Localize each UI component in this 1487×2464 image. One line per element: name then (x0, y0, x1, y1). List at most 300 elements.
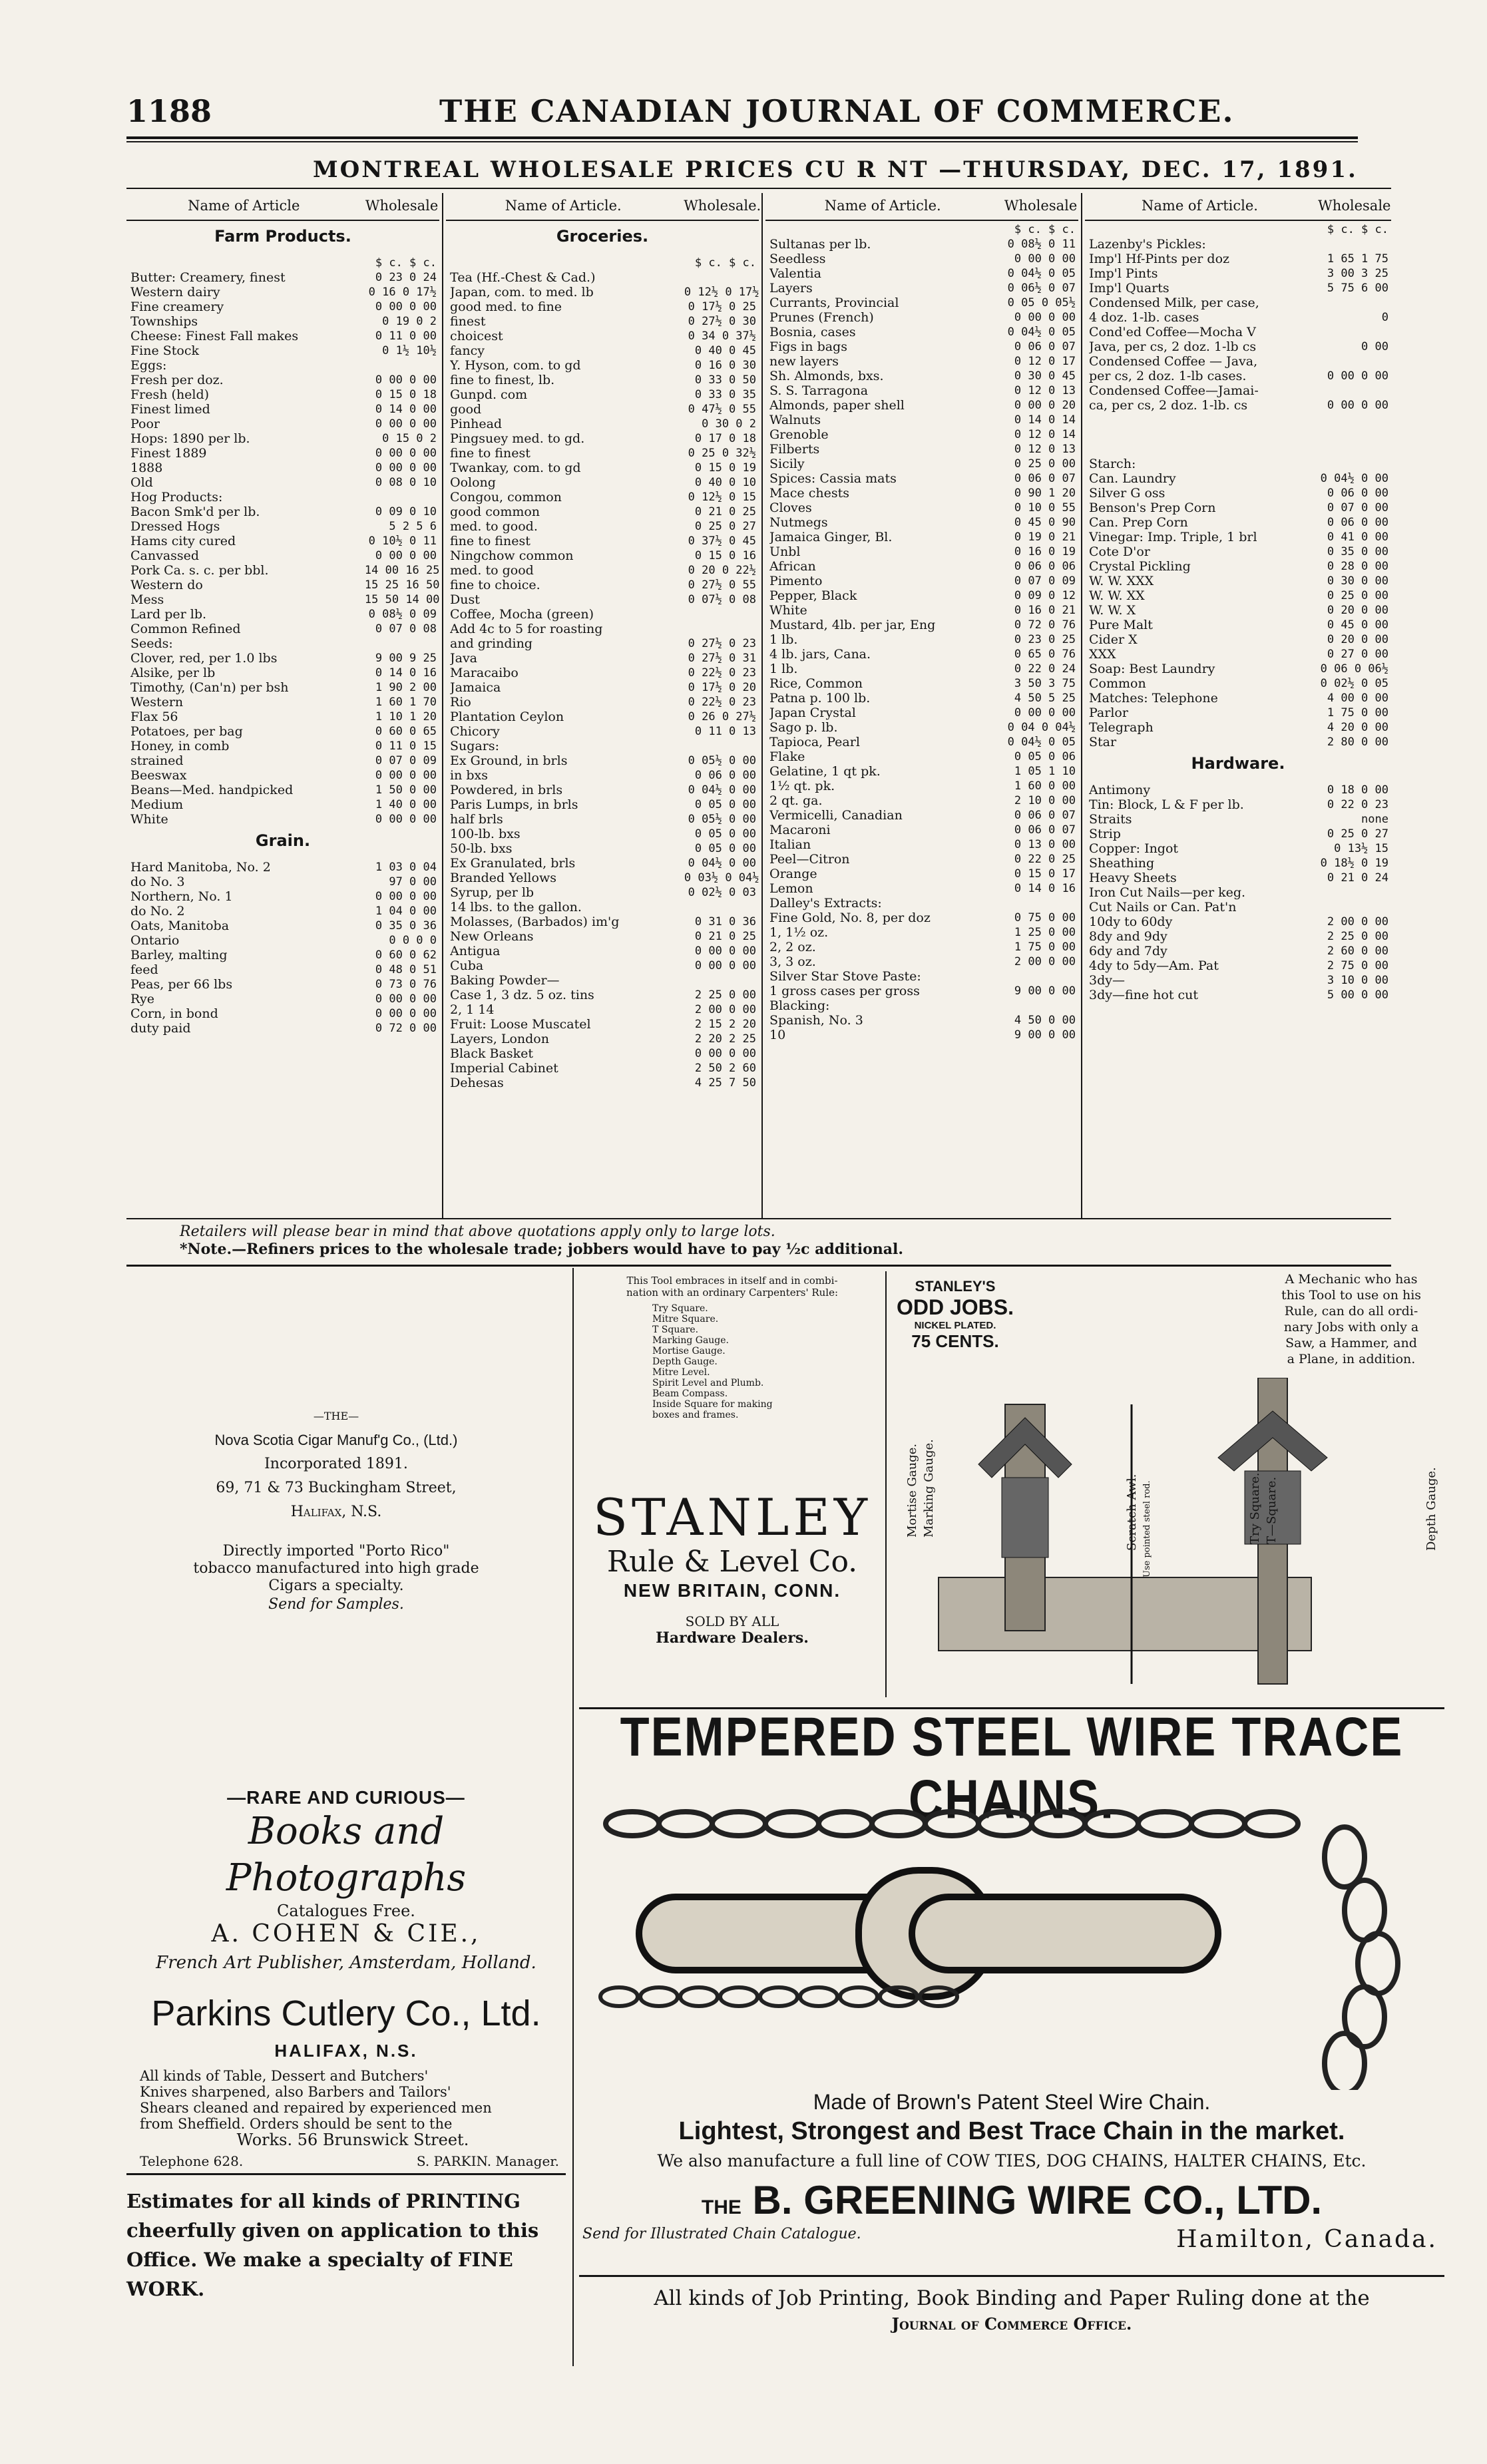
price-row (1085, 958, 1391, 973)
article-name: Tin: Block, L & F per lb. (1089, 797, 1244, 812)
article-name: Maracaibo (450, 666, 519, 680)
price-row (126, 812, 439, 827)
wholesale-price: 0 14 0 16 (375, 666, 437, 680)
price-row (765, 544, 1078, 559)
stanley-intro-2: nation with an ordinary Carpenters' Rule: (626, 1287, 839, 1299)
article-name: Blacking: (769, 998, 830, 1013)
article-name: 2 qt. ga. (769, 793, 823, 808)
article-name: 1½ qt. pk. (769, 779, 835, 793)
parkins-body-3: Shears cleaned and repaired by experienced men (140, 2100, 492, 2116)
wholesale-price: 0 18½ 0 19 (1320, 857, 1388, 870)
article-name: Parlor (1089, 706, 1128, 720)
wholesale-price: 4 50 0 00 (1014, 1014, 1076, 1027)
wholesale-price: 1 90 2 00 (375, 681, 437, 694)
wholesale-price: 0 30 0 00 (1327, 574, 1388, 588)
price-row (126, 977, 439, 992)
wholesale-price: 0 00 0 20 (1014, 399, 1076, 412)
list-line: Beam Compass. (652, 1388, 728, 1399)
column-header-name: Name of Article. (505, 198, 622, 214)
column-divider (761, 193, 763, 1218)
wholesale-price: 0 07 0 00 (1327, 501, 1388, 514)
parkins-advertisement (126, 1990, 566, 2176)
article-name: Spices: Cassia mats (769, 471, 897, 486)
article-name: do No. 2 (130, 904, 185, 919)
article-name: Japan Crystal (769, 706, 856, 720)
article-name: Strip (1089, 827, 1121, 841)
article-name: Ex Ground, in brls (450, 753, 568, 768)
wholesale-price: 0 10½ 0 11 (368, 534, 437, 548)
wholesale-price: 0 21 0 25 (694, 930, 756, 943)
wholesale-price: 1 60 0 00 (1014, 779, 1076, 793)
article-name: Gunpd. com (450, 387, 528, 402)
price-row (446, 812, 759, 827)
wholesale-price: 0 17 0 18 (694, 432, 756, 445)
price-row (126, 962, 439, 977)
price-row (126, 860, 439, 875)
wholesale-price: 0 33 0 50 (694, 373, 756, 387)
wholesale-price: 0 00 0 00 (1327, 369, 1388, 383)
article-name: Silver G oss (1089, 486, 1166, 501)
article-name: Iron Cut Nails—per keg. (1089, 885, 1246, 900)
article-name: Jamaica Ginger, Bl. (769, 530, 893, 544)
article-name: Barley, malting (130, 948, 228, 962)
article-name: Canvassed (130, 548, 200, 563)
price-row (446, 797, 759, 812)
price-row (1085, 544, 1391, 559)
article-name: med. to good (450, 563, 534, 578)
wholesale-price: 0 00 0 00 (694, 959, 756, 972)
wholesale-price: 0 07 0 09 (375, 754, 437, 767)
wholesale-price: 2 60 0 00 (1327, 944, 1388, 958)
price-row (446, 519, 759, 534)
article-name: Alsike, per lb (130, 666, 216, 680)
price-row (765, 354, 1078, 369)
price-row (446, 358, 759, 373)
wholesale-price: 0 22½ 0 23 (688, 696, 756, 709)
article-name: Dalley's Extracts: (769, 896, 882, 911)
wholesale-price: 0 06 0 00 (1327, 487, 1388, 500)
wholesale-price: 2 00 0 00 (1014, 955, 1076, 968)
article-name: Sh. Almonds, bxs. (769, 369, 884, 383)
wholesale-price: 0 16 0 30 (694, 359, 756, 372)
article-name: Silver Star Stove Paste: (769, 969, 921, 984)
wholesale-price: 0 00 0 00 (375, 461, 437, 475)
wholesale-price: 1 10 1 20 (375, 710, 437, 723)
price-row (1085, 398, 1391, 413)
cigar-line3: Cigars a specialty. (268, 1577, 404, 1594)
article-name: Walnuts (769, 413, 821, 427)
price-row (446, 1076, 759, 1090)
price-row (765, 954, 1078, 969)
article-name: Cuba (450, 958, 484, 973)
article-name: Dressed Hogs (130, 519, 220, 534)
price-row (126, 490, 439, 505)
price-column-3 (765, 193, 1078, 1218)
price-row (446, 431, 759, 446)
price-row (446, 270, 759, 285)
price-row (446, 548, 759, 563)
wholesale-price: 0 07 0 08 (375, 622, 437, 636)
gauge-body-icon (1002, 1478, 1048, 1557)
wholesale-price: 0 27½ 0 55 (688, 578, 756, 592)
price-row (446, 1017, 759, 1032)
wholesale-price: 2 00 0 00 (1327, 915, 1388, 928)
article-name: Star (1089, 735, 1117, 749)
price-row (1085, 988, 1391, 1002)
article-name: Common Refined (130, 622, 241, 636)
wholesale-price: 0 05 0 06 (1014, 750, 1076, 763)
price-row (446, 680, 759, 695)
list-line: Rule, can do all ordi- (1284, 1304, 1418, 1319)
article-name: Syrup, per lb (450, 885, 534, 900)
article-name: Antigua (450, 944, 501, 958)
wholesale-price: 0 60 0 65 (375, 725, 437, 738)
price-row (126, 431, 439, 446)
article-name: Congou, common (450, 490, 562, 505)
article-name: XXX (1089, 647, 1116, 662)
wholesale-price: 1 05 1 10 (1014, 765, 1076, 778)
price-row (765, 457, 1078, 471)
wholesale-price: 0 11 0 15 (375, 739, 437, 753)
chain-lightest: Lightest, Strongest and Best Trace Chain in the market. (678, 2117, 1345, 2145)
printing-line-3: Office. We make a specialty of FINE (126, 2248, 513, 2271)
wholesale-price: 2 00 0 00 (694, 1003, 756, 1016)
price-row (126, 622, 439, 636)
article-name: feed (130, 962, 158, 977)
price-row (1085, 413, 1391, 427)
label-t-square: T—Square. (1265, 1476, 1279, 1544)
wholesale-price: 0 06 0 00 (694, 769, 756, 782)
wholesale-price: 0 00 0 00 (375, 373, 437, 387)
article-name: Cider X (1089, 632, 1138, 647)
cigar-the: —THE— (313, 1410, 359, 1422)
article-name: Soap: Best Laundry (1089, 662, 1215, 676)
cigar-samples: Send for Samples. (268, 1596, 404, 1613)
chain-company: B. GREENING WIRE CO., LTD. (752, 2178, 1323, 2222)
price-row (1085, 676, 1391, 691)
article-name: Lemon (769, 881, 813, 896)
wholesale-price: 0 27½ 0 30 (688, 315, 756, 328)
article-name: Fresh (held) (130, 387, 210, 402)
price-row (126, 797, 439, 812)
article-name: Corn, in bond (130, 1006, 218, 1021)
article-name: Hard Manitoba, No. 2 (130, 860, 271, 875)
article-name: Y. Hyson, com. to gd (450, 358, 581, 373)
wholesale-price: 0 00 (1361, 340, 1388, 353)
price-row (126, 329, 439, 343)
article-name: Twankay, com. to gd (450, 461, 581, 475)
article-name: 10 (769, 1028, 786, 1042)
price-row (1085, 871, 1391, 885)
section-heading-label: Hardware. (1191, 756, 1285, 771)
stanley-city: NEW BRITAIN, CONN. (623, 1580, 841, 1601)
price-row (1085, 797, 1391, 812)
price-row (1085, 783, 1391, 797)
article-name: Coffee, Mocha (green) (450, 607, 594, 622)
price-row (1085, 427, 1391, 442)
article-name: do No. 3 (130, 875, 185, 889)
wholesale-price: 0 04½ 0 00 (688, 857, 756, 870)
wholesale-price: 0 00 0 00 (375, 447, 437, 460)
price-row (765, 749, 1078, 764)
wholesale-price: 0 60 0 62 (375, 948, 437, 962)
article-name: African (769, 559, 816, 574)
column-header-wholesale: Wholesale (1004, 198, 1078, 214)
article-name: finest (450, 314, 486, 329)
wholesale-price: 0 05 0 00 (694, 827, 756, 841)
price-row (446, 314, 759, 329)
price-row (765, 735, 1078, 749)
price-row (126, 358, 439, 373)
odd-jobs-2: ODD JOBS. (896, 1295, 1014, 1319)
price-table (126, 193, 1391, 1218)
article-name: Case 1, 3 dz. 5 oz. tins (450, 988, 594, 1002)
price-row (446, 1002, 759, 1017)
article-name: Can. Laundry (1089, 471, 1176, 486)
wholesale-price: 0 41 0 00 (1327, 530, 1388, 544)
article-name: Butter: Creamery, finest (130, 270, 286, 285)
wood-block-icon (939, 1577, 1311, 1651)
price-row (1085, 812, 1391, 827)
column-header-wholesale: Wholesale. (684, 198, 761, 214)
prices-title: MONTREAL WHOLESALE PRICES CU R NT —THURSDAY, DEC. 17, 1891. (313, 156, 1358, 183)
price-row (446, 666, 759, 680)
wholesale-price: $ c. $ c. (694, 256, 756, 270)
price-row (1085, 530, 1391, 544)
wholesale-price: 0 10 0 55 (1014, 501, 1076, 514)
article-name: Mace chests (769, 486, 849, 501)
article-name: fine to finest (450, 446, 531, 461)
wholesale-price: 0 09 0 10 (375, 505, 437, 518)
price-row (1085, 501, 1391, 515)
price-row (446, 929, 759, 944)
price-row (446, 710, 759, 724)
price-row (765, 706, 1078, 720)
price-row (126, 666, 439, 680)
wholesale-price: 1 75 0 00 (1327, 706, 1388, 719)
cigar-company: Nova Scotia Cigar Manuf'g Co., (Ltd.) (214, 1432, 458, 1448)
wholesale-price: 1 75 0 00 (1014, 940, 1076, 954)
article-name: Molasses, (Barbados) im'g (450, 915, 620, 929)
cohen-name: A. COHEN & CIE., (211, 1920, 481, 1948)
article-name: Layers (769, 281, 813, 296)
article-name: Sheathing (1089, 856, 1155, 871)
article-name: 1, 1½ oz. (769, 925, 829, 940)
price-row (1085, 457, 1391, 471)
article-name: per cs, 2 doz. 1-lb cases. (1089, 369, 1247, 383)
job-printing-advertisement (579, 2286, 1444, 2334)
wholesale-price: 1 04 0 00 (375, 905, 437, 918)
article-name: White (769, 603, 807, 618)
price-row (446, 563, 759, 578)
article-name: Fine Gold, No. 8, per doz (769, 911, 931, 925)
wholesale-price: 0 37½ 0 45 (688, 534, 756, 548)
article-name: 4 doz. 1-lb. cases (1089, 310, 1199, 325)
odd-jobs-4: 75 CENTS. (911, 1331, 999, 1351)
wholesale-price: 0 14 0 00 (375, 403, 437, 416)
parkins-body-4: from Sheffield. Orders should be sent to the (140, 2116, 453, 2132)
price-row (446, 475, 759, 490)
wholesale-price: 0 22 0 23 (1327, 798, 1388, 811)
wholesale-price: 0 17½ 0 25 (688, 300, 756, 313)
article-name: 2, 1 14 (450, 1002, 495, 1017)
article-name: Vermicelli, Canadian (769, 808, 903, 823)
article-name: W. W. X (1089, 603, 1136, 618)
article-name: Mustard, 4lb. per jar, Eng (769, 618, 936, 632)
wholesale-price: 0 06½ 0 07 (1007, 282, 1076, 295)
wholesale-price: 0 20 0 00 (1327, 604, 1388, 617)
wholesale-price: 0 25 0 32½ (688, 447, 756, 460)
price-row (126, 904, 439, 919)
price-row (1085, 915, 1391, 929)
stanley-brand: STANLEY (592, 1488, 872, 1547)
price-row (765, 486, 1078, 501)
article-name: Telegraph (1089, 720, 1154, 735)
odd-jobs-3: NICKEL PLATED. (914, 1320, 996, 1331)
article-name: new layers (769, 354, 839, 369)
article-name: Powdered, in brls (450, 783, 563, 797)
article-name: Can. Prep Corn (1089, 515, 1188, 530)
wholesale-price: 0 48 0 51 (375, 963, 437, 976)
article-name: good (450, 402, 482, 417)
price-row (1085, 515, 1391, 530)
article-name: S. S. Tarragona (769, 383, 869, 398)
wholesale-price: 0 00 0 00 (375, 549, 437, 562)
article-name: Prunes (French) (769, 310, 874, 325)
wholesale-price: 0 00 0 00 (375, 769, 437, 782)
wholesale-price: 0 15 0 17 (1014, 867, 1076, 881)
list-line: T Square. (652, 1325, 699, 1335)
wholesale-price: 0 90 1 20 (1014, 487, 1076, 500)
article-name: Common (1089, 676, 1146, 691)
wholesale-price: none (1361, 813, 1388, 826)
price-row (126, 1021, 439, 1036)
price-row (1085, 310, 1391, 325)
list-line: Inside Square for making (652, 1399, 773, 1410)
wholesale-price: 2 25 0 00 (694, 988, 756, 1002)
article-name: 3dy—fine hot cut (1089, 988, 1199, 1002)
article-name: Copper: Ingot (1089, 841, 1179, 856)
price-row (126, 680, 439, 695)
wholesale-price: 0 30 0 2 (702, 417, 756, 431)
price-column-4 (1085, 193, 1391, 1218)
article-name: fine to finest, lb. (450, 373, 555, 387)
article-name: Imp'l Pints (1089, 266, 1158, 281)
price-row (126, 270, 439, 285)
article-name: Beans—Med. handpicked (130, 783, 294, 797)
wholesale-price: 0 05 0 00 (694, 842, 756, 855)
article-name: in bxs (450, 768, 488, 783)
article-name: Peel—Citron (769, 852, 850, 867)
price-row (1085, 691, 1391, 706)
article-name: Western (130, 695, 184, 710)
section-heading-label: Grain. (255, 833, 311, 848)
price-row (1085, 603, 1391, 618)
price-row (765, 808, 1078, 823)
price-row (126, 919, 439, 933)
parkins-body-2: Knives sharpened, also Barbers and Tailors' (140, 2084, 451, 2100)
wholesale-price: 5 2 5 6 (389, 520, 437, 533)
article-name: Fruit: Loose Muscatel (450, 1017, 591, 1032)
wholesale-price: 0 08½ 0 09 (368, 608, 437, 621)
printing-line-2: cheerfully given on application to this (126, 2219, 539, 2242)
price-row (1085, 296, 1391, 310)
price-row (126, 948, 439, 962)
wholesale-price: 0 21 0 25 (694, 505, 756, 518)
price-row (765, 925, 1078, 940)
article-name: Currants, Provincial (769, 296, 899, 310)
cohen-rare: —RARE AND CURIOUS— (227, 1787, 465, 1808)
printing-line-4: WORK. (126, 2278, 205, 2300)
price-row (765, 574, 1078, 588)
price-row (765, 603, 1078, 618)
wholesale-price: 0 12 0 14 (1014, 428, 1076, 441)
list-line: boxes and frames. (652, 1410, 739, 1420)
wholesale-price: 0 12 0 13 (1014, 384, 1076, 397)
column-1-rows (126, 222, 439, 1036)
article-name: Vinegar: Imp. Triple, 1 brl (1089, 530, 1257, 544)
wholesale-price: 0 00 0 00 (694, 944, 756, 958)
price-row (446, 958, 759, 973)
wholesale-price: 0 00 0 00 (375, 1007, 437, 1020)
wholesale-price: 0 13½ 15 (1334, 842, 1388, 855)
article-name: Flax 56 (130, 710, 178, 724)
article-name: good common (450, 505, 540, 519)
price-row (126, 373, 439, 387)
cohen-catalogues: Catalogues Free. (277, 1902, 415, 1920)
price-row (446, 417, 759, 431)
price-row (126, 889, 439, 904)
article-name: Old (130, 475, 153, 490)
price-row (1085, 325, 1391, 339)
price-row (126, 314, 439, 329)
article-name: Townships (130, 314, 198, 329)
wholesale-price: 0 00 0 00 (375, 813, 437, 826)
wholesale-price: 0 35 0 36 (375, 919, 437, 932)
price-row (126, 548, 439, 563)
parkins-telephone: Telephone 628. (140, 2153, 244, 2169)
wholesale-price: 0 33 0 35 (694, 388, 756, 401)
wholesale-price: 0 11 0 13 (694, 725, 756, 738)
wholesale-price: 2 75 0 00 (1327, 959, 1388, 972)
price-row (126, 651, 439, 666)
article-name: 1888 (130, 461, 163, 475)
price-row (126, 534, 439, 548)
article-name: good med. to fine (450, 300, 562, 314)
wholesale-price: 0 40 0 10 (694, 476, 756, 489)
price-row (446, 856, 759, 871)
article-name: fine to choice. (450, 578, 540, 592)
price-row (446, 387, 759, 402)
article-name: Tapioca, Pearl (769, 735, 860, 749)
price-row (765, 252, 1078, 266)
article-name: Jamaica (450, 680, 501, 695)
article-name: Seedless (769, 252, 826, 266)
price-row (126, 446, 439, 461)
price-row (126, 300, 439, 314)
ads-divider (572, 1268, 574, 2366)
price-row (765, 881, 1078, 896)
column-header-wholesale: Wholesale (1318, 198, 1391, 214)
price-row (446, 490, 759, 505)
wholesale-price: 0 09 0 12 (1014, 589, 1076, 602)
article-name: Italian (769, 837, 811, 852)
price-row (446, 900, 759, 915)
price-row (765, 940, 1078, 954)
wholesale-price: 0 04 0 04½ (1007, 721, 1076, 734)
price-row (446, 534, 759, 548)
cigar-line1: Directly imported "Porto Rico" (222, 1543, 450, 1559)
